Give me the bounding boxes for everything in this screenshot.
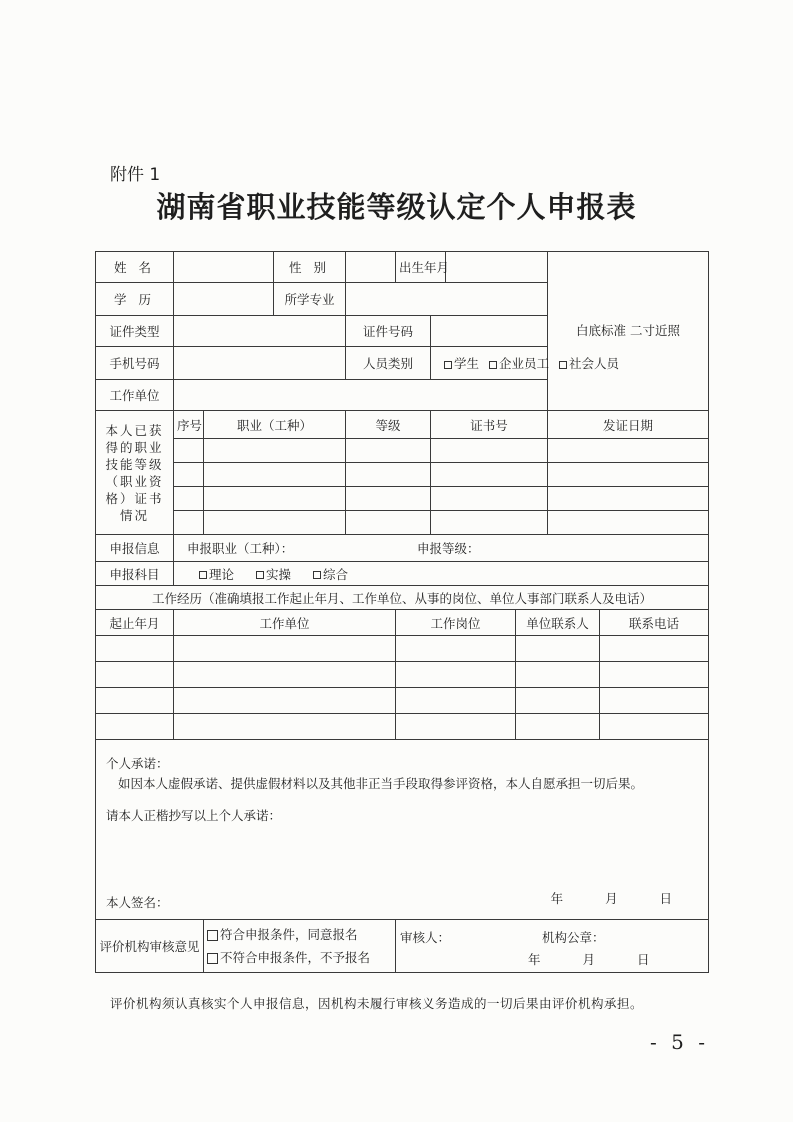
cert-cell[interactable]: [431, 511, 548, 535]
signature-label: 本人签名：: [106, 895, 169, 910]
promise-label: 个人承诺：: [106, 756, 169, 771]
work-header-phone: 联系电话: [600, 610, 709, 636]
signature-date: 年 月 日: [550, 891, 673, 906]
work-cell[interactable]: [600, 688, 709, 714]
cert-cell[interactable]: [204, 463, 346, 487]
cert-row: [96, 439, 709, 463]
checkbox-audit-no[interactable]: [207, 953, 218, 964]
label-id-number: 证件号码: [346, 316, 431, 347]
audit-option-no-row: [207, 946, 392, 969]
photo-label: 白底标准 二寸近照: [576, 323, 681, 338]
cert-row: [96, 463, 709, 487]
work-row: [96, 688, 709, 714]
checkbox-theory[interactable]: [199, 571, 207, 579]
audit-option-no: 不符合申报条件，不予报名: [220, 950, 371, 965]
checkbox-practice[interactable]: [256, 571, 264, 579]
field-birth[interactable]: [446, 252, 548, 283]
cert-cell[interactable]: [548, 439, 709, 463]
cert-header-number: 证书号: [431, 411, 548, 439]
work-row: [96, 636, 709, 662]
cert-header-no: 序号: [174, 411, 204, 439]
option-social: 社会人员: [569, 356, 620, 371]
work-cell[interactable]: [174, 662, 396, 688]
promise-section: [96, 740, 709, 920]
checkbox-audit-yes[interactable]: [207, 930, 218, 941]
work-cell[interactable]: [96, 636, 174, 662]
cert-cell[interactable]: [174, 487, 204, 511]
cert-header-date: 发证日期: [548, 411, 709, 439]
field-employer[interactable]: [174, 380, 548, 411]
footnote: 评价机构须认真核实个人申报信息，因机构未履行审核义务造成的一切后果由评价机构承担。: [110, 996, 644, 1011]
cert-header-occupation: 职业（工种）: [204, 411, 346, 439]
work-cell[interactable]: [96, 662, 174, 688]
promise-copy-label: 请本人正楷抄写以上个人承诺：: [106, 808, 282, 823]
cert-cell[interactable]: [204, 439, 346, 463]
checkbox-social[interactable]: [559, 361, 567, 369]
work-row: [96, 714, 709, 740]
label-person-type: 人员类别: [346, 347, 431, 380]
form-title: 湖南省职业技能等级认定个人申报表: [156, 190, 637, 224]
work-cell[interactable]: [174, 714, 396, 740]
cert-row: [96, 511, 709, 535]
label-education: 学 历: [96, 283, 174, 316]
label-id-type: 证件类型: [96, 316, 174, 347]
field-apply-subject: [174, 562, 709, 586]
cert-cell[interactable]: [548, 511, 709, 535]
field-gender[interactable]: [346, 252, 396, 283]
cert-cell[interactable]: [346, 511, 431, 535]
cert-cell[interactable]: [431, 439, 548, 463]
field-id-type[interactable]: [174, 316, 346, 347]
field-major[interactable]: [346, 283, 548, 316]
option-student: 学生: [454, 356, 480, 371]
cert-cell[interactable]: [346, 439, 431, 463]
label-apply-subject: 申报科目: [96, 562, 174, 586]
checkbox-comprehensive[interactable]: [313, 571, 321, 579]
work-cell[interactable]: [396, 688, 516, 714]
audit-options: [204, 920, 396, 973]
label-phone: 手机号码: [96, 347, 174, 380]
audit-option-yes-row: [207, 923, 392, 946]
photo-box: [548, 252, 709, 411]
cert-cell[interactable]: [431, 487, 548, 511]
cert-side-label: 本人已获得的职业技能等级（职业资格）证书情况: [96, 411, 174, 535]
cert-cell[interactable]: [174, 439, 204, 463]
work-header-contact: 单位联系人: [516, 610, 600, 636]
cert-cell[interactable]: [204, 511, 346, 535]
cert-cell[interactable]: [431, 463, 548, 487]
field-person-type: [431, 347, 620, 380]
cert-cell[interactable]: [174, 511, 204, 535]
field-name[interactable]: [174, 252, 274, 283]
work-header-post: 工作岗位: [396, 610, 516, 636]
label-apply-info: 申报信息: [96, 535, 174, 562]
work-header-employer: 工作单位: [174, 610, 396, 636]
work-cell[interactable]: [516, 688, 600, 714]
application-form-table: [95, 251, 709, 973]
label-employer: 工作单位: [96, 380, 174, 411]
work-cell[interactable]: [174, 688, 396, 714]
seal-label: 机构公章：: [542, 930, 605, 945]
cert-cell[interactable]: [204, 487, 346, 511]
work-cell[interactable]: [600, 636, 709, 662]
cert-cell[interactable]: [346, 463, 431, 487]
cert-row: [96, 487, 709, 511]
work-cell[interactable]: [396, 714, 516, 740]
field-phone[interactable]: [174, 347, 346, 380]
work-section-title: 工作经历（准确填报工作起止年月、工作单位、从事的岗位、单位人事部门联系人及电话）: [96, 586, 709, 610]
label-major: 所学专业: [274, 283, 346, 316]
cert-cell[interactable]: [346, 487, 431, 511]
option-practice: 实操: [266, 566, 292, 582]
work-cell[interactable]: [396, 636, 516, 662]
page-number: - 5 -: [650, 1030, 709, 1054]
work-cell[interactable]: [96, 688, 174, 714]
cert-cell[interactable]: [548, 487, 709, 511]
work-cell[interactable]: [396, 662, 516, 688]
annex-label: 附件 1: [110, 165, 161, 185]
audit-label: 评价机构审核意见: [96, 920, 204, 973]
option-comprehensive: 综合: [323, 566, 349, 582]
work-header-period: 起止年月: [96, 610, 174, 636]
checkbox-student[interactable]: [444, 361, 452, 369]
label-gender: 性 别: [274, 252, 346, 283]
label-apply-occupation: 申报职业（工种）：: [187, 541, 294, 556]
cert-cell[interactable]: [548, 463, 709, 487]
audit-signoff: [396, 920, 709, 973]
work-cell[interactable]: [96, 714, 174, 740]
field-id-number[interactable]: [431, 316, 548, 347]
work-cell[interactable]: [174, 636, 396, 662]
field-apply-info[interactable]: [174, 535, 709, 562]
audit-date: 年 月 日: [528, 952, 650, 967]
work-cell[interactable]: [516, 662, 600, 688]
label-name: 姓 名: [96, 252, 174, 283]
cert-cell[interactable]: [174, 463, 204, 487]
work-cell[interactable]: [600, 662, 709, 688]
work-row: [96, 662, 709, 688]
label-birth: 出生年月: [396, 252, 446, 283]
label-apply-level: 申报等级：: [417, 541, 480, 556]
checkbox-employee[interactable]: [489, 361, 497, 369]
work-cell[interactable]: [516, 636, 600, 662]
work-cell[interactable]: [516, 714, 600, 740]
promise-text: 如因本人虚假承诺、提供虚假材料以及其他非正当手段取得参评资格，本人自愿承担一切后果。: [118, 776, 644, 791]
audit-option-yes: 符合申报条件，同意报名: [220, 927, 358, 942]
work-cell[interactable]: [600, 714, 709, 740]
cert-header-level: 等级: [346, 411, 431, 439]
option-employee: 企业员工: [499, 356, 550, 371]
reviewer-label: 审核人：: [400, 930, 451, 945]
option-theory: 理论: [209, 566, 235, 582]
field-education[interactable]: [174, 283, 274, 316]
